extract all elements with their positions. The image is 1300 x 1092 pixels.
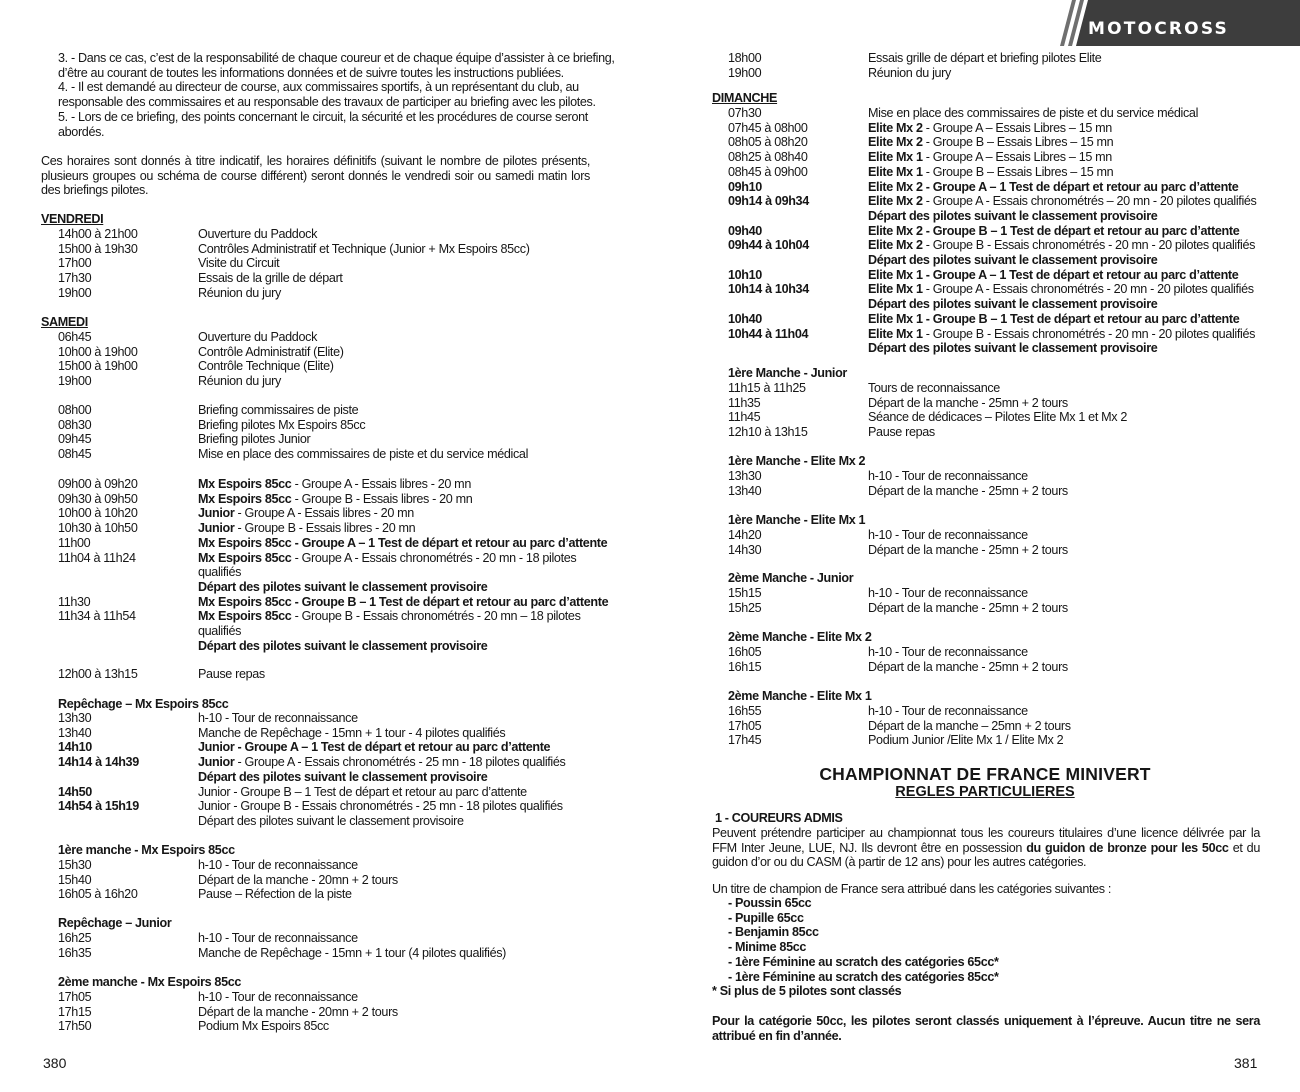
schedule-entry <box>198 521 415 536</box>
briefing-line: 4. - Il est demandé au directeur de course, aux commissaires sportifs, à un représentant du club, au <box>58 80 579 95</box>
schedule-entry-bold: Junior - Groupe A – 1 Test de départ et retour au parc d’attente <box>198 740 551 755</box>
schedule-entry <box>198 1005 398 1020</box>
schedule-entry <box>198 858 358 873</box>
schedule-entry-text: - Groupe A – Essais Libres – 15 mn <box>922 120 1112 135</box>
schedule-entry-text: - Groupe A - Essais libres - 20 mn <box>234 506 414 521</box>
schedule-time: 09h30 à 09h50 <box>58 491 138 506</box>
schedule-entry <box>198 271 343 286</box>
schedule-time: 15h40 <box>58 872 92 887</box>
schedule-entry-text: Départ de la manche – 25mn + 2 tours <box>868 718 1071 733</box>
schedule-time: 11h45 <box>728 410 761 425</box>
schedule-entry-text: Ouverture du Paddock <box>198 330 318 344</box>
schedule-entry-bold: Elite Mx 1 <box>868 150 923 165</box>
section-heading: 2ème manche - Mx Espoirs 85cc <box>58 975 242 989</box>
schedule-entry-bold: Elite Mx 2 - Groupe B – 1 Test de départ et retour au parc d’attente <box>868 223 1240 238</box>
schedule-entry <box>198 286 281 301</box>
schedule-entry <box>198 595 608 610</box>
schedule-entry-bold: Départ des pilotes suivant le classement provisoire <box>868 253 1158 267</box>
schedule-entry-bold: Mx Espoirs 85cc <box>198 609 292 624</box>
schedule-time: 15h00 à 19h00 <box>58 359 138 374</box>
schedule-entry-text: Départ de la manche - 25mn + 2 tours <box>868 542 1068 557</box>
schedule-time: 08h05 à 08h20 <box>728 135 808 150</box>
schedule-entry-text: Briefing pilotes Mx Espoirs 85cc <box>198 417 366 432</box>
schedule-entry-bold: Départ des pilotes suivant le classement provisoire <box>198 638 488 653</box>
schedule-entry-bold: Départ des pilotes suivant le classement provisoire <box>868 341 1158 356</box>
schedule-time: 15h15 <box>728 586 762 600</box>
schedule-entry-bold: Mx Espoirs 85cc <box>198 550 292 565</box>
schedule-entry-text: h-10 - Tour de reconnaissance <box>868 528 1028 542</box>
schedule-entry-text: h-10 - Tour de reconnaissance <box>868 704 1028 718</box>
schedule-time: 09h10 <box>728 179 762 194</box>
schedule-entry-text: - Groupe B - Essais chronométrés - 20 mn – 18 pilotes <box>291 609 581 624</box>
schedule-entry-text: Essais grille de départ et briefing pilotes Elite <box>868 51 1102 65</box>
schedule-entry <box>198 418 365 433</box>
section-header-title: MOTOCROSS <box>1088 19 1229 39</box>
schedule-entry <box>868 396 1068 411</box>
schedule-entry-text: h-10 - Tour de reconnaissance <box>198 711 358 725</box>
schedule-entry-text: - Groupe B - Essais chronométrés - 20 mn - 20 pilotes qualifiés <box>922 326 1256 341</box>
schedule-entry <box>198 536 607 551</box>
intro-paragraph: Ces horaires sont donnés à titre indicatif, les horaires définitifs (suivant le nombre de pilotes présents, plusieurs groupes ou schéma de course différent) seront donnés le vendredi soir ou samedi matin lors des briefings pilotes. <box>41 154 590 198</box>
schedule-time: 19h00 <box>58 285 92 300</box>
schedule-entry <box>198 580 487 595</box>
schedule-time: 08h45 à 09h00 <box>728 164 808 179</box>
schedule-entry <box>868 645 1028 660</box>
schedule-time: 07h30 <box>728 106 762 120</box>
schedule-entry-text: Ouverture du Paddock <box>198 227 318 241</box>
schedule-entry <box>198 227 317 242</box>
schedule-entry-bold: Elite Mx 2 <box>868 135 923 150</box>
schedule-entry-text: Briefing pilotes Junior <box>198 432 311 447</box>
schedule-entry <box>198 931 358 946</box>
schedule-time: 19h00 <box>728 65 762 80</box>
schedule-entry-text: - Groupe B - Essais chronométrés - 20 mn - 20 pilotes qualifiés <box>922 238 1256 253</box>
schedule-time: 14h30 <box>728 542 762 557</box>
category-item: - 1ère Féminine au scratch des catégories 65cc* <box>728 954 999 969</box>
schedule-time: 18h00 <box>728 51 762 65</box>
schedule-time: 10h30 à 10h50 <box>58 521 138 536</box>
schedule-time: 08h30 <box>58 417 92 432</box>
schedule-entry-text: qualifiés <box>198 565 242 580</box>
schedule-time: 13h40 <box>58 725 92 740</box>
schedule-entry <box>198 814 464 829</box>
schedule-time: 11h15 à 11h25 <box>728 381 806 395</box>
schedule-time: 10h10 <box>728 267 762 282</box>
schedule-entry-text: - Groupe B - Essais libres - 20 mn <box>291 491 473 506</box>
section-heading: 1ère Manche - Elite Mx 1 <box>728 513 866 527</box>
schedule-entry-text: Mise en place des commissaires de piste et du service médical <box>868 106 1199 120</box>
schedule-time: 07h45 à 08h00 <box>728 120 808 135</box>
schedule-entry <box>868 528 1028 543</box>
schedule-entry <box>868 660 1068 675</box>
schedule-entry-bold: Mx Espoirs 85cc - Groupe B – 1 Test de départ et retour au parc d’attente <box>198 594 609 609</box>
schedule-entry <box>868 268 1238 283</box>
schedule-entry <box>198 726 505 741</box>
schedule-time: 14h14 à 14h39 <box>58 755 139 770</box>
schedule-time: 09h14 à 09h34 <box>728 194 809 209</box>
section-heading: 1ère Manche - Junior <box>728 366 847 380</box>
schedule-time: 17h30 <box>58 271 92 286</box>
schedule-time: 14h10 <box>58 740 92 755</box>
schedule-entry <box>198 609 581 624</box>
schedule-entry-text: Manche de Repêchage - 15mn + 1 tour - 4 pilotes qualifiés <box>198 725 506 740</box>
schedule-entry-bold: Elite Mx 2 <box>868 238 923 253</box>
schedule-time: 12h00 à 13h15 <box>58 667 138 681</box>
schedule-entry <box>868 410 1127 425</box>
schedule-entry <box>868 121 1112 136</box>
schedule-entry-text: - Groupe A – Essais Libres – 15 mn <box>922 150 1112 165</box>
schedule-entry-text: - Groupe A - Essais chronométrés - 20 mn - 18 pilotes <box>291 550 577 565</box>
schedule-entry-bold: Mx Espoirs 85cc - Groupe A – 1 Test de départ et retour au parc d’attente <box>198 535 608 550</box>
final-paragraph: Pour la catégorie 50cc, les pilotes seront classés uniquement à l’épreuve. Aucun titre ne sera attribué en fin d’année. <box>712 1014 1260 1043</box>
schedule-time: 11h35 <box>728 395 761 410</box>
categories-intro: Un titre de champion de France sera attribué dans les catégories suivantes : <box>712 882 1112 896</box>
briefing-line: 5. - Lors de ce briefing, des points concernant le circuit, la sécurité et les procédures de course seront <box>58 109 588 124</box>
schedule-time: 17h15 <box>58 1004 92 1019</box>
schedule-entry <box>868 469 1028 484</box>
schedule-entry <box>198 624 241 639</box>
schedule-time: 16h05 <box>728 645 762 659</box>
schedule-entry-bold: Elite Mx 1 <box>868 282 923 297</box>
section-heading: Repêchage – Junior <box>58 916 172 930</box>
schedule-entry <box>198 565 241 580</box>
categories-note: * Si plus de 5 pilotes sont classés <box>712 984 902 998</box>
schedule-time: 06h45 <box>58 330 92 344</box>
schedule-entry-text: Podium Mx Espoirs 85cc <box>198 1019 329 1034</box>
schedule-entry-text: Départ des pilotes suivant le classement provisoire <box>198 813 464 828</box>
schedule-time: 16h55 <box>728 704 762 718</box>
schedule-time: 15h25 <box>728 600 762 615</box>
schedule-entry-text: Départ de la manche - 20mn + 2 tours <box>198 1004 398 1019</box>
schedule-entry <box>868 238 1255 253</box>
schedule-entry-text: Junior - Groupe B – 1 Test de départ et retour au parc d’attente <box>198 784 527 799</box>
schedule-time: 19h00 <box>58 374 92 389</box>
schedule-entry <box>198 1019 329 1034</box>
schedule-entry-bold: Départ des pilotes suivant le classement provisoire <box>198 579 488 594</box>
schedule-entry <box>868 381 1000 396</box>
schedule-entry <box>198 403 358 418</box>
category-item: - Poussin 65cc <box>728 896 812 910</box>
schedule-time: 17h50 <box>58 1019 92 1034</box>
schedule-time: 17h05 <box>58 990 92 1004</box>
category-item: - Pupille 65cc <box>728 910 804 925</box>
championship-subtitle: REGLES PARTICULIERES <box>895 784 1075 800</box>
schedule-entry <box>868 150 1112 165</box>
schedule-entry <box>868 253 1157 268</box>
schedule-time: 14h50 <box>58 784 92 799</box>
briefing-line: 3. - Dans ce cas, c’est de la responsabilité de chaque coureur et de chaque équipe d’assister à ce briefing, <box>58 51 615 65</box>
schedule-entry <box>868 601 1068 616</box>
admission-text: du guidon de bronze pour les 50cc <box>1026 840 1229 855</box>
schedule-entry <box>198 256 279 271</box>
schedule-entry-text: Départ de la manche - 25mn + 2 tours <box>868 600 1068 615</box>
schedule-entry-bold: Départ des pilotes suivant le classement provisoire <box>868 208 1158 223</box>
schedule-entry <box>198 242 530 257</box>
schedule-entry-bold: Junior <box>198 755 235 770</box>
schedule-entry-text: Réunion du jury <box>198 285 281 300</box>
category-item: - 1ère Féminine au scratch des catégories 85cc* <box>728 969 999 984</box>
section-heading: 2ème Manche - Elite Mx 2 <box>728 630 872 644</box>
schedule-entry <box>868 180 1238 195</box>
day-heading-vendredi: VENDREDI <box>41 212 104 226</box>
schedule-entry-bold: Elite Mx 1 <box>868 326 923 341</box>
admission-text: et du guidon d’or ou du CASM (à partir de 12 ans) pour les autres catégories. <box>712 840 1260 870</box>
page-right <box>650 0 1300 1092</box>
schedule-entry <box>198 990 358 1005</box>
schedule-entry <box>198 374 281 389</box>
schedule-entry-text: - Groupe A - Essais chronométrés - 25 mn - 18 pilotes qualifiés <box>234 755 566 770</box>
schedule-entry <box>198 477 471 492</box>
schedule-entry-text: Pause repas <box>198 667 265 681</box>
schedule-entry-text: Mise en place des commissaires de piste et du service médical <box>198 447 529 462</box>
schedule-entry-text: Junior - Groupe B - Essais chronométrés - 25 mn - 18 pilotes qualifiés <box>198 799 563 814</box>
schedule-time: 17h05 <box>728 718 762 733</box>
schedule-entry-text: Départ de la manche - 20mn + 2 tours <box>198 872 398 887</box>
schedule-time: 17h00 <box>58 256 92 271</box>
section-heading: 1ère manche - Mx Espoirs 85cc <box>58 843 235 857</box>
schedule-time: 10h14 à 10h34 <box>728 282 809 297</box>
schedule-entry-text: h-10 - Tour de reconnaissance <box>198 858 358 872</box>
category-item: - Benjamin 85cc <box>728 925 819 940</box>
schedule-entry-text: - Groupe A - Essais chronométrés - 20 mn - 20 pilotes qualifiés <box>922 282 1254 297</box>
schedule-entry-text: Réunion du jury <box>868 65 951 80</box>
schedule-entry-bold: Elite Mx 2 <box>868 194 923 209</box>
section-heading: 1ère Manche - Elite Mx 2 <box>728 454 866 468</box>
schedule-time: 16h15 <box>728 659 762 674</box>
schedule-entry-bold: Junior <box>198 506 235 521</box>
schedule-time: 09h45 <box>58 432 92 447</box>
schedule-entry <box>868 165 1113 180</box>
schedule-time: 10h00 à 10h20 <box>58 506 138 521</box>
schedule-entry-text: Briefing commissaires de piste <box>198 403 359 417</box>
schedule-time: 16h35 <box>58 945 92 960</box>
briefing-line: abordés. <box>58 124 105 139</box>
schedule-time: 08h00 <box>58 403 92 417</box>
schedule-entry <box>198 755 565 770</box>
admission-text: Peuvent prétendre participer au championnat tous les coureurs titulaires d’une licence délivrée par la FFM Inter Jeune, LUE, NJ. Ils devront être en possession <box>712 826 1260 855</box>
schedule-entry-text: h-10 - Tour de reconnaissance <box>868 469 1028 483</box>
schedule-entry-bold: Mx Espoirs 85cc <box>198 477 292 491</box>
championship-title: CHAMPIONNAT DE FRANCE MINIVERT <box>819 764 1151 784</box>
schedule-time: 11h30 <box>58 594 91 609</box>
schedule-time: 14h54 à 15h19 <box>58 799 139 814</box>
schedule-entry <box>198 873 398 888</box>
schedule-entry <box>198 492 472 507</box>
schedule-time: 13h30 <box>58 711 92 725</box>
schedule-entry-text: Manche de Repêchage - 15mn + 1 tour (4 pilotes qualifiés) <box>198 945 507 960</box>
schedule-time: 14h00 à 21h00 <box>58 227 138 241</box>
schedule-entry <box>868 106 1198 121</box>
schedule-entry-bold: Départ des pilotes suivant le classement provisoire <box>868 297 1158 312</box>
day-heading-samedi: SAMEDI <box>41 315 88 329</box>
schedule-entry <box>198 506 414 521</box>
schedule-time: 09h00 à 09h20 <box>58 477 138 491</box>
schedule-entry <box>198 639 487 654</box>
schedule-entry-text: - Groupe B - Essais libres - 20 mn <box>234 521 416 536</box>
schedule-time: 14h20 <box>728 528 762 542</box>
schedule-entry-text: Podium Junior /Elite Mx 1 / Elite Mx 2 <box>868 733 1064 748</box>
schedule-entry <box>198 946 506 961</box>
schedule-entry-text: Contrôle Technique (Elite) <box>198 359 334 374</box>
schedule-entry <box>868 341 1157 356</box>
schedule-time: 11h04 à 11h24 <box>58 550 136 565</box>
schedule-entry-text: Départ de la manche - 25mn + 2 tours <box>868 395 1068 410</box>
schedule-entry <box>198 667 265 682</box>
schedule-entry-text: h-10 - Tour de reconnaissance <box>198 931 358 945</box>
schedule-entry-text: - Groupe A - Essais libres - 20 mn <box>291 477 471 491</box>
page-number: 380 <box>43 1055 67 1071</box>
schedule-time: 16h25 <box>58 931 92 945</box>
schedule-entry-text: h-10 - Tour de reconnaissance <box>198 990 358 1004</box>
schedule-entry <box>868 425 935 440</box>
schedule-entry-text: Visite du Circuit <box>198 256 280 271</box>
schedule-entry <box>198 785 527 800</box>
schedule-entry-bold: Elite Mx 1 - Groupe A – 1 Test de départ et retour au parc d’attente <box>868 267 1239 282</box>
admission-paragraph <box>712 826 1260 870</box>
schedule-entry-bold: Junior <box>198 521 235 536</box>
schedule-entry <box>868 209 1157 224</box>
schedule-time: 15h30 <box>58 858 92 872</box>
section-heading: Repêchage – Mx Espoirs 85cc <box>58 697 229 711</box>
schedule-entry-text: Tours de reconnaissance <box>868 381 1000 395</box>
section-heading: 2ème Manche - Elite Mx 1 <box>728 689 872 703</box>
schedule-time: 13h30 <box>728 469 762 483</box>
schedule-time: 17h45 <box>728 733 762 748</box>
schedule-entry-text: Départ de la manche - 25mn + 2 tours <box>868 483 1068 498</box>
schedule-entry-bold: Elite Mx 2 <box>868 120 923 135</box>
schedule-entry <box>198 447 528 462</box>
schedule-entry-bold: Elite Mx 2 - Groupe A – 1 Test de départ et retour au parc d’attente <box>868 179 1239 194</box>
schedule-entry <box>868 194 1257 209</box>
schedule-time: 08h45 <box>58 447 92 462</box>
schedule-entry-text: Contrôle Administratif (Elite) <box>198 344 344 359</box>
schedule-entry-text: - Groupe B – Essais Libres – 15 mn <box>922 164 1114 179</box>
schedule-entry <box>198 330 317 345</box>
schedule-entry <box>198 432 310 447</box>
schedule-entry-text: Séance de dédicaces – Pilotes Elite Mx 1 et Mx 2 <box>868 410 1128 425</box>
schedule-entry-bold: Départ des pilotes suivant le classement provisoire <box>198 769 488 784</box>
schedule-entry <box>198 345 344 360</box>
schedule-entry <box>868 135 1113 150</box>
schedule-entry <box>868 51 1101 66</box>
rules-section-heading: 1 - COUREURS ADMIS <box>715 811 843 825</box>
schedule-entry <box>198 770 487 785</box>
schedule-entry-bold: Elite Mx 1 - Groupe B – 1 Test de départ et retour au parc d’attente <box>868 311 1240 326</box>
schedule-entry <box>198 711 358 726</box>
schedule-time: 11h34 à 11h54 <box>58 609 136 624</box>
schedule-entry <box>868 312 1239 327</box>
schedule-time: 11h00 <box>58 535 91 550</box>
briefing-line: d’être au courant de toutes les informations données et de suivre toutes les instructions publiées. <box>58 65 564 80</box>
schedule-entry-text: h-10 - Tour de reconnaissance <box>868 645 1028 659</box>
schedule-entry <box>868 586 1028 601</box>
schedule-entry-text: Réunion du jury <box>198 374 281 389</box>
schedule-entry-text: Essais de la grille de départ <box>198 271 343 286</box>
schedule-entry-text: h-10 - Tour de reconnaissance <box>868 586 1028 600</box>
day-heading-dimanche: DIMANCHE <box>712 91 778 105</box>
section-heading: 2ème Manche - Junior <box>728 571 854 585</box>
schedule-entry <box>198 887 352 902</box>
schedule-time: 10h40 <box>728 311 762 326</box>
category-item: - Minime 85cc <box>728 940 807 955</box>
schedule-entry-text: - Groupe A - Essais chronométrés – 20 mn - 20 pilotes qualifiés <box>922 194 1257 209</box>
briefing-line: responsable des commissaires et au responsable des travaux de participer au briefing avec les pilotes. <box>58 95 596 110</box>
schedule-time: 09h44 à 10h04 <box>728 238 809 253</box>
schedule-time: 15h00 à 19h30 <box>58 241 138 256</box>
schedule-entry <box>868 297 1157 312</box>
schedule-entry <box>868 543 1068 558</box>
schedule-entry <box>868 719 1071 734</box>
schedule-entry <box>868 282 1254 297</box>
schedule-time: 10h44 à 11h04 <box>728 326 809 341</box>
schedule-entry-text: Départ de la manche - 25mn + 2 tours <box>868 659 1068 674</box>
schedule-entry <box>868 733 1063 748</box>
schedule-entry <box>868 484 1068 499</box>
schedule-entry <box>198 551 576 566</box>
schedule-time: 08h25 à 08h40 <box>728 150 808 165</box>
schedule-entry-text: Contrôles Administratif et Technique (Junior + Mx Espoirs 85cc) <box>198 241 530 256</box>
schedule-entry <box>868 66 951 81</box>
schedule-entry-bold: Elite Mx 1 <box>868 164 923 179</box>
schedule-entry <box>868 224 1239 239</box>
schedule-time: 10h00 à 19h00 <box>58 344 138 359</box>
schedule-entry-bold: Mx Espoirs 85cc <box>198 491 292 506</box>
schedule-entry <box>868 704 1028 719</box>
schedule-entry <box>198 359 334 374</box>
schedule-entry <box>198 740 550 755</box>
schedule-entry-text: Pause – Réfection de la piste <box>198 887 352 902</box>
schedule-entry-text: qualifiés <box>198 624 242 638</box>
schedule-time: 13h40 <box>728 483 762 498</box>
schedule-entry <box>868 327 1255 342</box>
schedule-entry-text: - Groupe B – Essais Libres – 15 mn <box>922 135 1114 150</box>
schedule-time: 16h05 à 16h20 <box>58 887 138 902</box>
schedule-time: 09h40 <box>728 223 762 238</box>
schedule-time: 12h10 à 13h15 <box>728 425 808 440</box>
schedule-entry-text: Pause repas <box>868 425 935 440</box>
schedule-entry <box>198 799 563 814</box>
page-number: 381 <box>1234 1055 1258 1071</box>
